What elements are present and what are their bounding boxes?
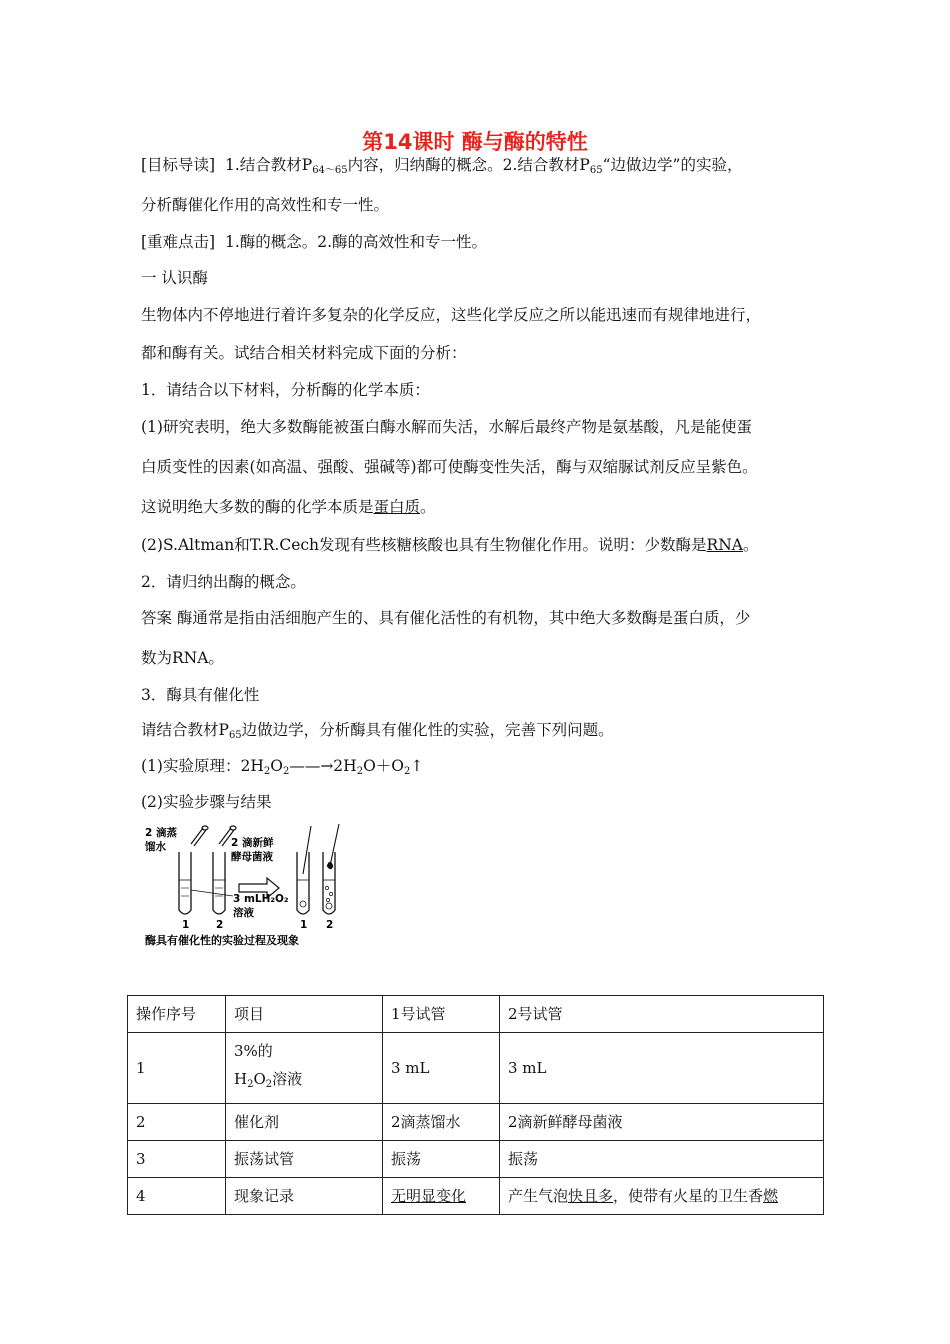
dropper-left: [191, 826, 208, 846]
principle-line: [141, 754, 423, 777]
row1-item-a: 3%的: [234, 1042, 273, 1060]
label-yeast-1: 2 滴新鲜: [231, 837, 274, 849]
table-cell: 2: [128, 1104, 226, 1141]
label-water-2: 馏水: [145, 841, 166, 853]
table-row: [128, 1141, 824, 1178]
test-tube-2: [213, 852, 225, 914]
table-cell: 振荡: [383, 1141, 500, 1178]
para-1-line-3: [141, 495, 436, 517]
table-cell: 4: [128, 1178, 226, 1215]
steps-heading: (2)实验步骤与结果: [141, 793, 272, 811]
table-cell: 3 mL: [500, 1033, 824, 1104]
goal-sub-a: 64～65: [312, 165, 348, 176]
row1-sub1: 2: [247, 1079, 254, 1090]
tube-number-4: 2: [326, 919, 334, 931]
table-cell: [226, 1033, 383, 1104]
table-cell: 2滴新鲜酵母菌液: [500, 1104, 824, 1141]
row1-h: H: [234, 1070, 248, 1088]
section-heading: 一 认识酶: [141, 269, 208, 287]
row1-o: O: [253, 1070, 266, 1088]
tube-number-3: 1: [300, 919, 308, 931]
principle-s1: 2: [263, 766, 271, 777]
principle-s3: 2: [356, 766, 364, 777]
test-tube-4: [323, 824, 339, 914]
table-cell: 3: [128, 1141, 226, 1178]
label-yeast-2: 酵母菌液: [231, 851, 273, 863]
operation-table: [127, 995, 824, 1215]
answer-line-1: 答案 酶通常是指由活细胞产生的、具有催化活性的有机物，其中绝大多数酶是蛋白质，少: [141, 609, 751, 627]
goal-line: [141, 153, 742, 176]
principle-s4: 2: [403, 766, 411, 777]
table-row: [128, 1178, 824, 1215]
q3-text-a: 请结合教材P: [141, 721, 229, 739]
goal-text-a: 1.结合教材P: [224, 156, 313, 174]
para-2-end: 。: [742, 536, 759, 554]
row1-item-b: [234, 1065, 374, 1099]
goal-sub-b: 65: [589, 165, 603, 176]
question-3-text: [141, 718, 614, 741]
table-cell: 催化剂: [226, 1104, 383, 1141]
page-title: 第14课时 酶与酶的特性: [362, 130, 588, 154]
table-cell: 现象记录: [226, 1178, 383, 1215]
row1-sub2: 2: [265, 1079, 273, 1090]
table-cell: [383, 1178, 500, 1215]
principle-b: O: [270, 757, 283, 775]
para-2-text: (2)S.Altman和T.R.Cech发现有些核糖核酸也具有生物催化作用。说明：少数酶是: [141, 536, 707, 554]
principle-d: O＋O: [363, 757, 404, 775]
label-solution: 溶液: [233, 907, 254, 919]
table-header: 2号试管: [500, 996, 824, 1033]
q3-text-b: 边做边学，分析酶具有催化性的实验，完善下列问题。: [241, 721, 614, 739]
experiment-figure: [141, 822, 351, 952]
table-header-row: [128, 996, 824, 1033]
goal-text-c: “边做边学”的实验，: [602, 156, 743, 174]
table-cell: 振荡试管: [226, 1141, 383, 1178]
para-1-line-1: (1)研究表明，绝大多数酶能被蛋白酶水解而失活，水解后最终产物是氨基酸，凡是能使蛋: [141, 418, 752, 436]
answer-rna: RNA: [706, 536, 743, 554]
goal-text-b: 内容，归纳酶的概念。2.结合教材P: [347, 156, 590, 174]
principle-e: ↑: [410, 757, 424, 775]
test-tube-3: [297, 826, 311, 914]
answer-burn: 燃: [763, 1187, 779, 1205]
key-text: 1.酶的概念。2.酶的高效性和专一性。: [224, 233, 488, 251]
table-cell: 振荡: [500, 1141, 824, 1178]
answer-no-change: 无明显变化: [391, 1187, 467, 1205]
row4-text-a: 产生气泡: [508, 1187, 569, 1205]
tube-number-1: 1: [182, 919, 190, 931]
goal-label: [目标导读]: [141, 156, 216, 174]
q3-sub: 65: [228, 730, 242, 741]
key-label: [重难点击]: [141, 233, 216, 251]
principle-a: (1)实验原理：2H: [141, 757, 264, 775]
table-cell: 3 mL: [383, 1033, 500, 1104]
pointer-line: [191, 890, 233, 896]
intro-line-2: 都和酶有关。试结合相关材料完成下面的分析：: [141, 344, 467, 362]
key-line: [141, 230, 487, 252]
answer-fast-many: 快且多: [568, 1187, 614, 1205]
principle-c: ——→2H: [289, 757, 357, 775]
para-1-text: 这说明绝大多数的酶的化学本质是: [141, 498, 374, 516]
para-1-end: 。: [420, 498, 436, 516]
row1-solution: 溶液: [272, 1070, 303, 1088]
para-2: [141, 533, 759, 555]
answer-protein: 蛋白质: [373, 498, 421, 516]
principle-s2: 2: [282, 766, 290, 777]
label-water-1: 2 滴蒸: [145, 827, 177, 839]
question-3: 3．酶具有催化性: [141, 686, 260, 704]
table-cell: [500, 1178, 824, 1215]
table-cell: 1: [128, 1033, 226, 1104]
question-2: 2．请归纳出酶的概念。: [141, 573, 306, 591]
label-h2o2: 3 mLH₂O₂: [233, 893, 289, 905]
test-tube-1: [179, 852, 191, 914]
table-header: 1号试管: [383, 996, 500, 1033]
table-row: [128, 1104, 824, 1141]
table-header: 项目: [226, 996, 383, 1033]
question-1: 1．请结合以下材料，分析酶的化学本质：: [141, 381, 430, 399]
row4-text-c: ，使带有火星的卫生香: [613, 1187, 764, 1205]
goal-line-2: 分析酶催化作用的高效性和专一性。: [141, 196, 390, 214]
answer-line-2: 数为RNA。: [141, 649, 224, 667]
tube-number-2: 2: [216, 919, 224, 931]
figure-caption: 酶具有催化性的实验过程及现象: [145, 934, 299, 947]
intro-line-1: 生物体内不停地进行着许多复杂的化学反应，这些化学反应之所以能迅速而有规律地进行，: [141, 306, 762, 324]
table-header: 操作序号: [128, 996, 226, 1033]
table-cell: 2滴蒸馏水: [383, 1104, 500, 1141]
para-1-line-2: 白质变性的因素(如高温、强酸、强碱等)都可使酶变性失活，酶与双缩脲试剂反应呈紫色。: [141, 458, 758, 476]
table-row: [128, 1033, 824, 1104]
